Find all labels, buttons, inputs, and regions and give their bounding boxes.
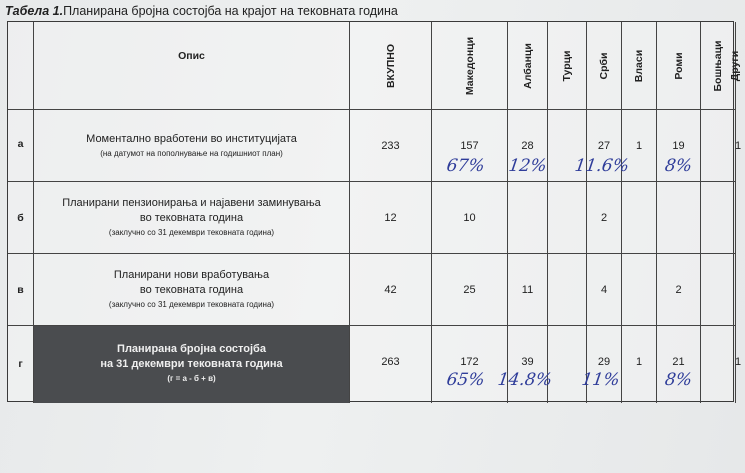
value-cell-bosniaks xyxy=(701,110,735,182)
handwritten-percent-roma: 8% xyxy=(663,370,694,390)
row-letter-cell xyxy=(8,110,34,182)
handwritten-percent-albanians: 12% xyxy=(507,156,548,176)
handwritten-percent-albanians: 14.8% xyxy=(496,370,554,390)
value-cell-roma xyxy=(657,326,701,403)
row-description-cell xyxy=(34,182,350,254)
value-serbs: 29 xyxy=(597,356,611,368)
row-letter: в xyxy=(17,284,24,296)
value-cell-turks xyxy=(548,182,587,254)
value-albanians: 11 xyxy=(521,284,534,296)
row-description-cell xyxy=(34,326,350,403)
value-cell-total xyxy=(350,254,432,326)
row-description-cell xyxy=(34,110,350,182)
header-letter-cell xyxy=(8,22,34,110)
header-bosniaks-label: Бошњаци xyxy=(712,40,724,91)
value-vlachs: 1 xyxy=(635,140,643,152)
value-cell-macedonians xyxy=(432,326,508,403)
description-line: на 31 декември тековната година xyxy=(100,358,283,370)
handwritten-percent-macedonians: 65% xyxy=(445,370,486,390)
value-cell-bosniaks xyxy=(701,182,735,254)
handwritten-percent-serbs: 11% xyxy=(579,370,621,390)
value-cell-vlachs xyxy=(622,254,657,326)
description-line: Планирани пензионирања и најавени заминувања xyxy=(62,197,321,209)
value-cell-roma xyxy=(657,254,701,326)
header-roma-label: Роми xyxy=(672,51,685,80)
description-note: (на датумот на пополнување на годишниот план) xyxy=(100,149,283,158)
header-macedonians-label: Македонци xyxy=(463,36,476,95)
header-opis-label: Опис xyxy=(178,50,205,62)
value-cell-serbs xyxy=(587,182,622,254)
row-description-cell xyxy=(34,254,350,326)
description-line: Моментално вработени во институцијата xyxy=(86,133,297,145)
value-serbs: 4 xyxy=(600,284,608,296)
value-cell-roma xyxy=(657,182,701,254)
value-cell-others xyxy=(735,182,736,254)
value-cell-total xyxy=(350,182,432,254)
value-cell-macedonians xyxy=(432,110,508,182)
value-cell-vlachs xyxy=(622,110,657,182)
value-roma: 19 xyxy=(672,140,685,152)
value-cell-others: 1 xyxy=(735,110,736,182)
value-cell-total xyxy=(350,110,432,182)
description-note: (заклучно со 31 декември тековната година) xyxy=(108,228,275,237)
header-roma-cell xyxy=(657,22,701,110)
value-serbs: 2 xyxy=(600,212,608,224)
value-roma: 2 xyxy=(675,284,682,296)
row-description xyxy=(42,342,341,385)
header-serbs-cell xyxy=(587,22,622,110)
row-letter: г xyxy=(18,358,23,370)
handwritten-percent-roma: 8% xyxy=(663,156,694,176)
value-cell-others: 1 xyxy=(735,326,736,403)
description-line: во тековната година xyxy=(139,284,244,296)
value-serbs: 27 xyxy=(597,140,611,152)
description-line: Планирана бројна состојба xyxy=(117,343,266,355)
header-turks-label: Турци xyxy=(561,49,573,82)
description-line: во тековната година xyxy=(139,212,244,224)
caption-title: Планирана бројна состојба на крајот на тековната година xyxy=(63,4,398,18)
value-total: 233 xyxy=(381,140,400,152)
value-macedonians: 25 xyxy=(463,284,476,296)
value-vlachs: 1 xyxy=(635,356,643,368)
description-line: Планирани нови вработувања xyxy=(113,269,270,281)
header-others-label: Други xyxy=(729,50,741,81)
handwritten-percent-serbs: 11.6% xyxy=(572,156,630,176)
value-albanians: 39 xyxy=(521,356,534,368)
value-cell-serbs xyxy=(587,254,622,326)
header-albanians-cell xyxy=(508,22,548,110)
description-note: (г = а - б + в) xyxy=(167,374,216,383)
value-cell-bosniaks xyxy=(701,326,735,403)
value-cell-turks xyxy=(548,254,587,326)
description-note: (заклучно со 31 декември тековната година) xyxy=(108,300,275,309)
value-cell-serbs xyxy=(579,326,622,403)
row-letter: а xyxy=(17,138,24,150)
value-macedonians: 172 xyxy=(460,356,479,368)
value-roma: 21 xyxy=(672,356,685,368)
header-others-cell xyxy=(729,22,741,110)
row-letter: б xyxy=(17,212,24,224)
value-albanians: 28 xyxy=(521,140,534,152)
row-description xyxy=(42,132,341,160)
staffing-table xyxy=(7,21,742,402)
row-description xyxy=(42,268,341,311)
header-opis-cell xyxy=(34,22,350,110)
value-total: 12 xyxy=(384,212,397,224)
table-caption xyxy=(5,4,398,18)
header-macedonians-cell xyxy=(432,22,508,110)
header-total-cell xyxy=(350,22,432,110)
value-total: 263 xyxy=(381,356,400,368)
header-serbs-label: Срби xyxy=(598,52,610,79)
row-letter-cell xyxy=(8,326,34,403)
row-description xyxy=(42,196,341,239)
value-cell-serbs xyxy=(572,110,630,182)
header-turks-cell xyxy=(548,22,587,110)
value-cell-others xyxy=(735,254,736,326)
row-letter-cell xyxy=(8,254,34,326)
value-cell-albanians xyxy=(508,254,548,326)
value-cell-total xyxy=(350,326,432,403)
header-total-label: ВКУПНО xyxy=(384,43,397,88)
value-macedonians: 157 xyxy=(460,140,479,152)
value-cell-macedonians xyxy=(432,182,508,254)
value-total: 42 xyxy=(384,284,397,296)
value-macedonians: 10 xyxy=(463,212,476,224)
row-letter-cell xyxy=(8,182,34,254)
value-cell-vlachs xyxy=(622,182,657,254)
header-albanians-label: Албанци xyxy=(521,42,534,89)
value-cell-albanians xyxy=(508,182,548,254)
value-cell-macedonians xyxy=(432,254,508,326)
value-cell-roma xyxy=(657,110,701,182)
caption-label: Табела 1. xyxy=(5,4,64,18)
value-cell-turks xyxy=(548,326,587,403)
value-cell-albanians xyxy=(496,326,554,403)
value-cell-vlachs xyxy=(622,326,657,403)
value-cell-bosniaks xyxy=(701,254,735,326)
handwritten-percent-macedonians: 67% xyxy=(445,156,486,176)
header-vlachs-cell xyxy=(622,22,657,110)
header-vlachs-label: Власи xyxy=(633,49,645,82)
value-cell-albanians xyxy=(508,110,548,182)
